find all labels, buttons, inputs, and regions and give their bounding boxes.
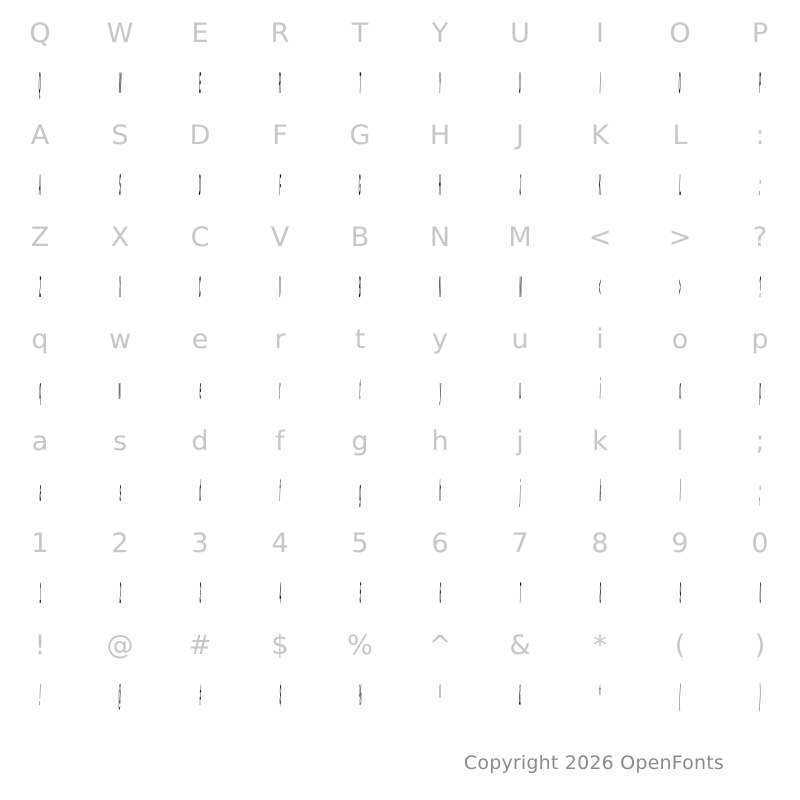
reference-glyph: 1 [31,527,49,559]
reference-glyph: p [751,323,769,355]
reference-char-cell [480,0,560,66]
sample-glyph: ( [679,679,681,712]
sample-glyph: > [678,271,682,304]
reference-char-cell [560,612,640,678]
sample-glyph: C [198,271,202,304]
reference-glyph: U [510,17,530,49]
reference-char-cell [240,612,320,678]
sample-glyph: h [438,475,442,508]
reference-char-cell [720,102,800,168]
sample-glyph: G [358,169,362,202]
sample-glyph: $ [278,679,282,712]
reference-char-cell [0,306,80,372]
sample-char-cell [80,66,160,102]
reference-char-cell [0,612,80,678]
reference-glyph: J [516,119,524,151]
reference-glyph: W [106,17,134,49]
row-lowercase-1-sample [0,372,800,408]
sample-glyph: : [759,169,761,202]
row-uppercase-1-reference [0,0,800,66]
reference-glyph: f [275,425,285,457]
sample-char-cell [160,474,240,510]
reference-glyph: q [31,323,49,355]
reference-glyph: 5 [351,527,369,559]
sample-char-cell [560,66,640,102]
sample-glyph: 8 [598,577,602,610]
sample-glyph: T [358,67,362,100]
reference-char-cell [560,0,640,66]
sample-char-cell [720,66,800,102]
reference-char-cell [400,306,480,372]
row-digits-sample [0,576,800,612]
sample-char-cell [720,474,800,510]
sample-glyph: K [598,169,602,202]
reference-char-cell [0,0,80,66]
reference-glyph: 7 [511,527,529,559]
sample-char-cell [0,576,80,612]
reference-char-cell [80,408,160,474]
sample-glyph: w [118,373,122,406]
sample-glyph: d [198,475,202,508]
reference-char-cell [80,612,160,678]
reference-glyph: 0 [751,527,769,559]
sample-char-cell [240,66,320,102]
sample-char-cell [480,168,560,204]
sample-glyph: % [358,679,362,712]
reference-glyph: H [429,119,451,151]
reference-glyph: j [516,425,524,457]
reference-char-cell [560,306,640,372]
reference-char-cell [160,408,240,474]
sample-glyph: a [38,475,42,508]
row-uppercase-3-reference [0,204,800,270]
reference-char-cell [160,612,240,678]
reference-glyph: B [350,221,370,253]
reference-char-cell [400,510,480,576]
sample-glyph: 5 [358,577,362,610]
sample-char-cell [160,66,240,102]
reference-glyph: K [591,119,609,151]
reference-char-cell [160,306,240,372]
sample-glyph: i [599,373,601,406]
sample-char-cell [0,270,80,306]
sample-char-cell [160,168,240,204]
sample-glyph: e [198,373,202,406]
reference-glyph: Y [431,17,449,49]
reference-char-cell [0,408,80,474]
sample-char-cell [720,576,800,612]
reference-glyph: y [432,323,448,355]
row-lowercase-2-reference [0,408,800,474]
reference-glyph: e [191,323,209,355]
sample-char-cell [80,678,160,714]
sample-glyph: 3 [198,577,202,610]
sample-glyph: * [599,679,601,712]
reference-char-cell [0,204,80,270]
sample-glyph: Y [438,67,442,100]
reference-glyph: ( [674,629,686,661]
sample-char-cell [640,678,720,714]
reference-glyph: V [270,221,290,253]
sample-char-cell [400,576,480,612]
reference-glyph: $ [271,629,289,661]
reference-glyph: S [111,119,129,151]
row-uppercase-1-sample [0,66,800,102]
reference-char-cell [240,408,320,474]
sample-char-cell [320,372,400,408]
reference-char-cell [320,204,400,270]
sample-char-cell [0,372,80,408]
sample-char-cell [240,372,320,408]
reference-glyph: a [31,425,49,457]
reference-char-cell [240,306,320,372]
sample-char-cell [240,168,320,204]
reference-char-cell [720,612,800,678]
sample-glyph: @ [118,679,122,712]
sample-char-cell [400,678,480,714]
reference-char-cell [320,510,400,576]
reference-char-cell [80,0,160,66]
sample-char-cell [400,474,480,510]
sample-char-cell [240,474,320,510]
reference-char-cell [160,204,240,270]
sample-glyph: R [278,67,282,100]
sample-glyph: u [518,373,522,406]
sample-char-cell [80,576,160,612]
reference-glyph: o [671,323,689,355]
reference-char-cell [400,204,480,270]
reference-glyph: ! [34,629,46,661]
sample-char-cell [640,576,720,612]
sample-glyph: ^ [438,679,442,712]
reference-glyph: @ [106,629,134,661]
reference-char-cell [160,102,240,168]
reference-glyph: : [755,119,765,151]
reference-char-cell [320,408,400,474]
sample-char-cell [0,474,80,510]
sample-glyph: o [678,373,682,406]
sample-glyph: q [38,373,42,406]
reference-glyph: < [588,221,612,253]
sample-glyph: X [118,271,122,304]
reference-char-cell [720,510,800,576]
sample-char-cell [560,678,640,714]
sample-char-cell [480,66,560,102]
sample-glyph: 1 [38,577,42,610]
sample-char-cell [0,168,80,204]
reference-glyph: k [592,425,608,457]
reference-char-cell [720,306,800,372]
reference-char-cell [720,0,800,66]
sample-char-cell [720,168,800,204]
reference-glyph: P [751,17,769,49]
reference-glyph: r [274,323,286,355]
reference-char-cell [400,102,480,168]
sample-char-cell [320,168,400,204]
reference-char-cell [400,408,480,474]
reference-glyph: T [351,17,369,49]
reference-char-cell [80,510,160,576]
sample-glyph: D [198,169,202,202]
sample-char-cell [560,168,640,204]
sample-char-cell [160,270,240,306]
sample-char-cell [640,372,720,408]
reference-glyph: C [190,221,210,253]
reference-glyph: X [110,221,130,253]
sample-char-cell [240,678,320,714]
sample-char-cell [640,474,720,510]
reference-glyph: g [351,425,369,457]
sample-glyph: t [359,373,361,406]
sample-char-cell [560,270,640,306]
sample-char-cell [720,372,800,408]
sample-char-cell [80,372,160,408]
reference-char-cell [80,204,160,270]
sample-glyph: M [518,271,522,304]
reference-char-cell [560,204,640,270]
reference-char-cell [320,612,400,678]
sample-glyph: V [278,271,282,304]
row-symbols-sample [0,678,800,714]
reference-glyph: D [189,119,211,151]
row-lowercase-2-sample [0,474,800,510]
sample-char-cell [0,66,80,102]
sample-char-cell [80,474,160,510]
sample-char-cell [400,372,480,408]
reference-char-cell [640,102,720,168]
sample-glyph: s [118,475,122,508]
sample-char-cell [240,576,320,612]
sample-glyph: A [38,169,42,202]
reference-char-cell [640,408,720,474]
sample-glyph: 2 [118,577,122,610]
reference-glyph: ^ [428,629,452,661]
sample-char-cell [320,66,400,102]
reference-glyph: ) [754,629,766,661]
sample-char-cell [640,168,720,204]
sample-glyph: ! [39,679,41,712]
reference-char-cell [160,0,240,66]
sample-char-cell [720,270,800,306]
sample-glyph: 0 [758,577,762,610]
reference-char-cell [480,306,560,372]
reference-char-cell [560,102,640,168]
sample-char-cell [560,474,640,510]
reference-char-cell [0,510,80,576]
reference-char-cell [720,204,800,270]
reference-glyph: E [191,17,209,49]
sample-char-cell [400,168,480,204]
reference-glyph: N [429,221,451,253]
reference-glyph: & [509,629,531,661]
sample-char-cell [80,168,160,204]
sample-glyph: 9 [678,577,682,610]
sample-glyph: P [758,67,762,100]
reference-glyph: > [668,221,692,253]
sample-glyph: l [679,475,681,508]
reference-glyph: 9 [671,527,689,559]
sample-glyph: J [518,169,522,202]
reference-glyph: M [508,221,532,253]
row-digits-reference [0,510,800,576]
reference-char-cell [240,204,320,270]
row-uppercase-2-reference [0,102,800,168]
sample-glyph: W [118,67,122,100]
reference-char-cell [480,408,560,474]
sample-char-cell [560,372,640,408]
reference-glyph: F [272,119,288,151]
row-lowercase-1-reference [0,306,800,372]
reference-glyph: I [596,17,604,49]
reference-char-cell [80,306,160,372]
sample-char-cell [560,576,640,612]
sample-char-cell [160,372,240,408]
reference-glyph: t [354,323,366,355]
reference-glyph: 4 [271,527,289,559]
reference-glyph: i [596,323,604,355]
reference-glyph: 2 [111,527,129,559]
reference-char-cell [480,612,560,678]
sample-char-cell [400,66,480,102]
reference-glyph: * [593,629,607,661]
reference-char-cell [560,510,640,576]
reference-glyph: R [270,17,290,49]
sample-glyph: y [438,373,442,406]
reference-char-cell [640,204,720,270]
reference-char-cell [640,510,720,576]
reference-char-cell [720,408,800,474]
sample-glyph: ; [759,475,761,508]
row-symbols-reference [0,612,800,678]
reference-glyph: A [30,119,50,151]
reference-char-cell [160,510,240,576]
reference-char-cell [240,102,320,168]
reference-char-cell [320,102,400,168]
sample-char-cell [80,270,160,306]
reference-glyph: Q [29,17,51,49]
reference-glyph: Z [30,221,50,253]
sample-char-cell [480,372,560,408]
reference-glyph: d [191,425,209,457]
sample-glyph: F [278,169,282,202]
sample-glyph: ) [759,679,761,712]
sample-char-cell [240,270,320,306]
sample-glyph: p [758,373,762,406]
sample-char-cell [480,576,560,612]
sample-glyph: & [518,679,522,712]
sample-glyph: U [518,67,522,100]
reference-char-cell [80,102,160,168]
sample-char-cell [160,576,240,612]
footer [0,752,800,774]
sample-glyph: j [519,475,521,508]
sample-char-cell [720,678,800,714]
sample-char-cell [0,678,80,714]
sample-char-cell [320,576,400,612]
copyright-notice: Copyright 2026 OpenFonts [463,752,724,774]
sample-glyph: H [438,169,442,202]
row-uppercase-3-sample [0,270,800,306]
reference-char-cell [480,510,560,576]
reference-char-cell [320,0,400,66]
sample-glyph: 4 [278,577,282,610]
reference-char-cell [400,612,480,678]
sample-glyph: ? [758,271,762,304]
reference-glyph: L [672,119,688,151]
sample-char-cell [480,678,560,714]
sample-glyph: B [358,271,362,304]
reference-char-cell [240,0,320,66]
sample-glyph: E [198,67,202,100]
sample-glyph: f [279,475,281,508]
sample-char-cell [160,678,240,714]
sample-glyph: r [279,373,281,406]
sample-char-cell [320,474,400,510]
reference-glyph: h [431,425,449,457]
reference-glyph: ; [755,425,765,457]
reference-glyph: l [676,425,684,457]
reference-char-cell [400,0,480,66]
reference-char-cell [640,0,720,66]
reference-glyph: u [511,323,529,355]
reference-char-cell [480,204,560,270]
sample-glyph: S [118,169,122,202]
sample-char-cell [400,270,480,306]
sample-char-cell [320,270,400,306]
reference-glyph: 3 [191,527,209,559]
reference-glyph: # [188,629,212,661]
sample-char-cell [640,66,720,102]
reference-char-cell [640,306,720,372]
sample-glyph: 7 [518,577,522,610]
sample-glyph: O [678,67,682,100]
sample-char-cell [480,270,560,306]
sample-glyph: N [438,271,442,304]
sample-glyph: 6 [438,577,442,610]
sample-glyph: I [599,67,601,100]
sample-char-cell [320,678,400,714]
sample-glyph: Q [38,67,42,100]
sample-glyph: # [198,679,202,712]
reference-char-cell [480,102,560,168]
reference-glyph: 8 [591,527,609,559]
reference-glyph: w [108,323,132,355]
sample-glyph: Z [38,271,42,304]
reference-glyph: G [349,119,371,151]
sample-glyph: g [358,475,362,508]
reference-glyph: 6 [431,527,449,559]
reference-char-cell [640,612,720,678]
reference-char-cell [240,510,320,576]
sample-glyph: k [598,475,602,508]
reference-char-cell [320,306,400,372]
reference-glyph: % [347,629,373,661]
sample-char-cell [480,474,560,510]
reference-char-cell [0,102,80,168]
reference-char-cell [560,408,640,474]
reference-glyph: s [112,425,128,457]
sample-char-cell [640,270,720,306]
sample-glyph: L [678,169,682,202]
reference-glyph: O [669,17,691,49]
reference-glyph: ? [752,221,768,253]
sample-glyph: < [598,271,602,304]
row-uppercase-2-sample [0,168,800,204]
